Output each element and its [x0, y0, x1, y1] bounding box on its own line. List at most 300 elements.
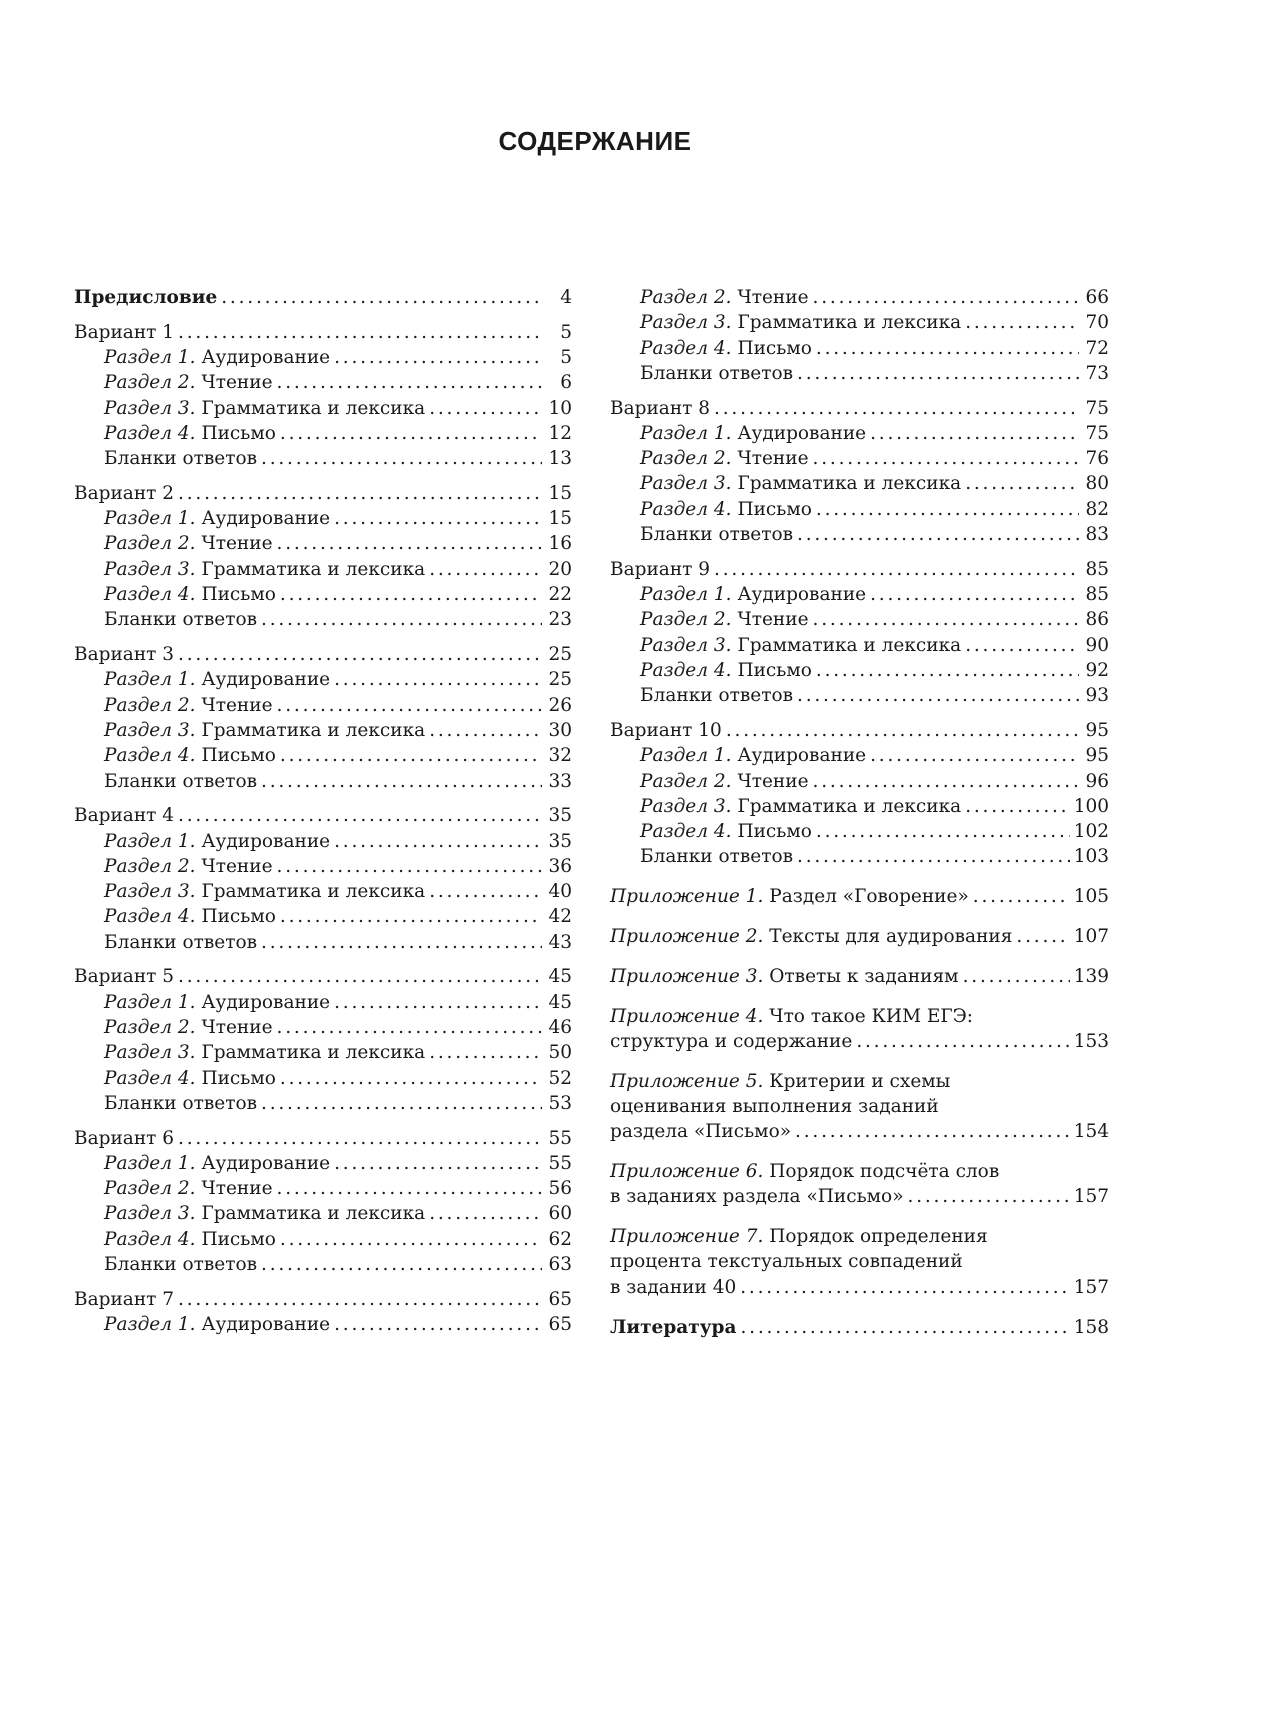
toc-entry — [74, 1015, 572, 1040]
dot-leader — [178, 481, 542, 506]
toc-column-left — [74, 285, 572, 1337]
toc-line — [74, 481, 572, 506]
toc-section-prefix: Раздел 1. — [104, 508, 196, 530]
toc-section-prefix: Раздел 3. — [104, 1042, 196, 1064]
toc-section-prefix: Раздел 4. — [104, 1067, 196, 1089]
toc-label — [610, 1069, 950, 1094]
toc-title: Чтение — [737, 609, 809, 631]
toc-section-prefix: Раздел 3. — [640, 473, 732, 495]
toc-title: Грамматика и лексика — [737, 312, 962, 334]
dot-leader — [726, 718, 1079, 743]
toc-line — [610, 336, 1109, 361]
toc-label — [104, 370, 273, 395]
toc-line — [74, 803, 572, 828]
toc-title: Чтение — [737, 448, 809, 470]
toc-title: Чтение — [201, 1016, 273, 1038]
dot-leader — [334, 667, 542, 692]
toc-label — [104, 582, 276, 607]
toc-section-prefix: Раздел 4. — [640, 821, 732, 843]
toc-entry — [74, 1040, 572, 1065]
dot-leader — [714, 396, 1079, 421]
toc-section-prefix: Раздел 1. — [104, 346, 196, 368]
toc-title: Грамматика и лексика — [737, 473, 962, 495]
toc-title: Вариант 1 — [74, 321, 175, 343]
toc-title: Бланки ответов — [640, 362, 794, 384]
toc-entry — [74, 421, 572, 446]
toc-page-number: 25 — [548, 669, 572, 691]
toc-page-number: 66 — [1085, 287, 1109, 308]
toc-entry — [610, 396, 1109, 421]
toc-section-prefix: Раздел 4. — [104, 422, 196, 444]
toc-label — [104, 345, 330, 370]
toc-entry — [74, 1201, 572, 1226]
toc-page-number: 55 — [548, 1127, 572, 1149]
toc-page-number: 16 — [548, 533, 572, 555]
toc-title: Грамматика и лексика — [201, 558, 426, 580]
toc-entry — [610, 884, 1109, 909]
toc-line — [74, 1091, 572, 1116]
dot-leader — [261, 607, 542, 632]
dot-leader — [261, 769, 542, 794]
toc-line — [610, 769, 1109, 794]
toc-line — [610, 522, 1109, 547]
toc-entry — [74, 607, 572, 632]
toc-line — [610, 884, 1109, 909]
toc-page-number: 105 — [1073, 886, 1109, 908]
dot-leader — [813, 769, 1079, 794]
toc-title: Чтение — [201, 1178, 273, 1200]
toc-entry — [610, 1069, 1109, 1145]
dot-leader — [178, 803, 542, 828]
toc-label — [104, 854, 273, 879]
dot-leader — [795, 1119, 1070, 1144]
toc-line — [74, 964, 572, 989]
toc-title: Вариант 5 — [74, 966, 175, 988]
toc-line — [74, 1287, 572, 1312]
dot-leader — [740, 1275, 1069, 1300]
dot-leader — [740, 1315, 1069, 1340]
toc-line — [610, 497, 1109, 522]
toc-line — [74, 421, 572, 446]
toc-page-number: 153 — [1073, 1030, 1109, 1052]
toc-line — [74, 930, 572, 955]
toc-label — [610, 396, 710, 421]
toc-title: Бланки ответов — [104, 931, 258, 953]
toc-title: Чтение — [201, 372, 273, 394]
toc-entry — [610, 446, 1109, 471]
toc-line — [74, 1151, 572, 1176]
toc-line — [74, 718, 572, 743]
toc-page-number: 70 — [1085, 312, 1109, 334]
toc-line — [74, 506, 572, 531]
toc-title: Литература — [610, 1316, 737, 1338]
toc-section-prefix: Раздел 1. — [104, 830, 196, 852]
toc-title: Вариант 10 — [610, 719, 722, 741]
toc-label — [640, 819, 812, 844]
toc-entry — [610, 924, 1109, 949]
toc-section-prefix: Раздел 3. — [104, 719, 196, 741]
toc-entry — [74, 1066, 572, 1091]
toc-line — [610, 1094, 1109, 1119]
toc-section-prefix: Раздел 2. — [104, 372, 196, 394]
toc-page-number: 45 — [548, 991, 572, 1013]
toc-label — [640, 522, 793, 547]
toc-label — [640, 794, 961, 819]
toc-entry — [74, 506, 572, 531]
toc-line — [74, 667, 572, 692]
toc-title: Грамматика и лексика — [201, 719, 426, 741]
toc-entry — [74, 1126, 572, 1151]
toc-page-number: 13 — [548, 448, 572, 470]
toc-entry — [74, 345, 572, 370]
toc-line — [74, 1176, 572, 1201]
toc-page-number: 65 — [548, 1288, 572, 1310]
dot-leader — [429, 879, 542, 904]
dot-leader — [334, 506, 542, 531]
dot-leader — [334, 990, 542, 1015]
dot-leader — [965, 310, 1079, 335]
toc-page-number: 25 — [548, 644, 572, 666]
toc-page-number: 90 — [1085, 634, 1109, 656]
toc-title: Бланки ответов — [104, 448, 258, 470]
toc-title: Чтение — [737, 770, 809, 792]
dot-leader — [973, 884, 1070, 909]
toc-section-prefix: Раздел 1. — [104, 669, 196, 691]
dot-leader — [277, 1015, 542, 1040]
toc-section-prefix: Раздел 1. — [640, 584, 732, 606]
toc-title: Бланки ответов — [104, 1254, 258, 1276]
toc-label — [640, 310, 961, 335]
toc-page-number: 103 — [1073, 846, 1109, 868]
toc-section-prefix: Раздел 4. — [104, 584, 196, 606]
toc-title: Письмо — [201, 906, 276, 928]
toc-entry — [610, 683, 1109, 708]
toc-line — [74, 1252, 572, 1277]
dot-leader — [816, 336, 1079, 361]
toc-page-number: 50 — [548, 1042, 572, 1064]
toc-label — [640, 471, 961, 496]
dot-leader — [813, 446, 1079, 471]
toc-page-number: 10 — [548, 397, 572, 419]
toc-label — [610, 1184, 904, 1209]
toc-title: оценивания выполнения заданий — [610, 1095, 939, 1117]
toc-column-right — [610, 285, 1109, 1340]
toc-title: раздела «Письмо» — [610, 1121, 792, 1143]
toc-section-prefix: Приложение 4. — [610, 1005, 764, 1027]
toc-entry — [74, 1252, 572, 1277]
toc-title: Письмо — [201, 1067, 276, 1089]
toc-entry — [610, 361, 1109, 386]
toc-label — [104, 1066, 276, 1091]
toc-title: Аудирование — [201, 346, 331, 368]
dot-leader — [261, 1091, 542, 1116]
toc-section-prefix: Раздел 3. — [104, 881, 196, 903]
toc-line — [74, 769, 572, 794]
toc-label — [640, 633, 961, 658]
toc-entry — [610, 310, 1109, 335]
toc-page-number: 96 — [1085, 770, 1109, 792]
toc-label — [104, 1312, 330, 1337]
toc-line — [74, 285, 572, 310]
toc-line — [610, 683, 1109, 708]
toc-line — [74, 345, 572, 370]
dot-leader — [963, 964, 1070, 989]
toc-line — [610, 1184, 1109, 1209]
toc-entry — [74, 370, 572, 395]
toc-page-number: 75 — [1085, 422, 1109, 444]
toc-section-prefix: Раздел 1. — [640, 422, 732, 444]
toc-label — [640, 607, 809, 632]
toc-page-number: 43 — [548, 931, 572, 953]
toc-entry — [610, 421, 1109, 446]
toc-entry — [74, 667, 572, 692]
toc-title: Аудирование — [201, 669, 331, 691]
toc-line — [74, 607, 572, 632]
dot-leader — [813, 607, 1079, 632]
toc-label — [104, 396, 425, 421]
toc-label — [610, 1224, 988, 1249]
dot-leader — [178, 1287, 542, 1312]
toc-page-number: 22 — [548, 584, 572, 606]
toc-label — [104, 904, 276, 929]
toc-line — [74, 642, 572, 667]
toc-title: Ответы к заданиям — [769, 965, 959, 987]
toc-label — [74, 803, 174, 828]
toc-entry — [610, 658, 1109, 683]
toc-title: Аудирование — [201, 991, 331, 1013]
dot-leader — [261, 930, 542, 955]
toc-entry — [610, 1004, 1109, 1055]
toc-section-prefix: Раздел 4. — [104, 1228, 196, 1250]
toc-title: в заданиях раздела «Письмо» — [610, 1186, 904, 1208]
toc-page-number: 85 — [1085, 584, 1109, 606]
toc-entry — [74, 557, 572, 582]
toc-page-number: 6 — [560, 372, 572, 394]
toc-page-number: 35 — [548, 830, 572, 852]
toc-label — [104, 1252, 257, 1277]
toc-entry — [610, 557, 1109, 582]
toc-title: Вариант 4 — [74, 805, 175, 827]
toc-section-prefix: Приложение 6. — [610, 1161, 764, 1183]
dot-leader — [277, 854, 542, 879]
toc-title: Вариант 8 — [610, 397, 711, 419]
toc-line — [74, 1015, 572, 1040]
toc-title: Письмо — [737, 498, 812, 520]
toc-entry — [74, 582, 572, 607]
toc-page-number: 23 — [548, 609, 572, 631]
toc-page-number: 82 — [1085, 498, 1109, 520]
toc-line — [610, 285, 1109, 310]
dot-leader — [280, 743, 542, 768]
toc-label — [610, 1315, 736, 1340]
toc-label — [74, 285, 217, 310]
toc-entry — [74, 718, 572, 743]
dot-leader — [870, 743, 1079, 768]
toc-title: Вариант 3 — [74, 644, 175, 666]
toc-title: Тексты для аудирования — [769, 926, 1013, 947]
dot-leader — [797, 522, 1079, 547]
toc-page-number: 40 — [548, 881, 572, 903]
dot-leader — [965, 633, 1079, 658]
toc-line — [610, 446, 1109, 471]
toc-line — [74, 320, 572, 345]
toc-line — [74, 904, 572, 929]
toc-line — [610, 844, 1109, 869]
toc-line — [610, 1315, 1109, 1340]
toc-title: Письмо — [737, 337, 812, 359]
dot-leader — [714, 557, 1079, 582]
toc-title: Вариант 9 — [610, 558, 711, 580]
toc-line — [74, 693, 572, 718]
dot-leader — [908, 1184, 1070, 1209]
dot-leader — [334, 345, 542, 370]
dot-leader — [280, 1227, 542, 1252]
toc-line — [610, 718, 1109, 743]
dot-leader — [429, 1040, 542, 1065]
toc-label — [104, 1151, 330, 1176]
toc-page-number: 80 — [1085, 473, 1109, 495]
toc-title: Чтение — [737, 287, 809, 308]
toc-line — [74, 1066, 572, 1091]
toc-section-prefix: Раздел 4. — [640, 659, 732, 681]
toc-line — [74, 1312, 572, 1337]
toc-label — [640, 336, 812, 361]
toc-line — [610, 964, 1109, 989]
toc-page-number: 62 — [548, 1228, 572, 1250]
toc-line — [610, 607, 1109, 632]
dot-leader — [178, 320, 542, 345]
toc-title: структура и содержание — [610, 1030, 853, 1052]
toc-entry — [74, 803, 572, 828]
toc-entry — [610, 1224, 1109, 1300]
toc-title: Предисловие — [74, 287, 218, 308]
toc-line — [610, 396, 1109, 421]
toc-page-number: 15 — [548, 482, 572, 504]
toc-label — [640, 361, 793, 386]
toc-section-prefix: Раздел 3. — [104, 1203, 196, 1225]
dot-leader — [797, 844, 1070, 869]
toc-label — [640, 446, 809, 471]
toc-title: Чтение — [201, 533, 273, 555]
toc-title: Аудирование — [201, 508, 331, 530]
toc-section-prefix: Раздел 2. — [104, 1016, 196, 1038]
toc-title: Вариант 2 — [74, 482, 175, 504]
dot-leader — [797, 361, 1079, 386]
toc-line — [610, 421, 1109, 446]
toc-entry — [610, 794, 1109, 819]
toc-title: Грамматика и лексика — [737, 795, 962, 817]
toc-label — [610, 964, 959, 989]
toc-label — [104, 930, 257, 955]
toc-entry — [74, 964, 572, 989]
toc-line — [74, 446, 572, 471]
toc-line — [610, 1119, 1109, 1144]
toc-section-prefix: Раздел 4. — [104, 906, 196, 928]
toc-label — [74, 1287, 174, 1312]
toc-label — [610, 884, 969, 909]
toc-section-prefix: Раздел 2. — [104, 533, 196, 555]
toc-line — [610, 658, 1109, 683]
toc-page-number: 72 — [1085, 337, 1109, 359]
toc-section-prefix: Приложение 7. — [610, 1226, 764, 1248]
toc-page-number: 100 — [1073, 795, 1109, 817]
dot-leader — [277, 1176, 542, 1201]
dot-leader — [277, 693, 542, 718]
dot-leader — [277, 370, 542, 395]
toc-line — [610, 582, 1109, 607]
toc-label — [610, 718, 722, 743]
toc-line — [74, 1227, 572, 1252]
toc-entry — [74, 1151, 572, 1176]
toc-page-number: 26 — [548, 694, 572, 716]
dot-leader — [870, 582, 1079, 607]
toc-page-number: 93 — [1085, 685, 1109, 707]
toc-page-number: 102 — [1073, 821, 1109, 843]
toc-label — [104, 1040, 425, 1065]
toc-entry — [74, 320, 572, 345]
toc-entry — [74, 743, 572, 768]
toc-entry — [610, 964, 1109, 989]
toc-entry — [74, 904, 572, 929]
toc-line — [610, 1029, 1109, 1054]
toc-entry — [74, 531, 572, 556]
toc-entry — [74, 769, 572, 794]
toc-entry — [74, 1091, 572, 1116]
toc-title: Вариант 7 — [74, 1288, 175, 1310]
toc-label — [74, 642, 174, 667]
dot-leader — [856, 1029, 1069, 1054]
toc-label — [104, 446, 257, 471]
toc-entry — [610, 743, 1109, 768]
toc-title: Грамматика и лексика — [201, 397, 426, 419]
toc-entry — [74, 446, 572, 471]
toc-title: Бланки ответов — [640, 846, 794, 868]
toc-line — [74, 743, 572, 768]
toc-section-prefix: Раздел 4. — [640, 337, 732, 359]
toc-page-number: 65 — [548, 1314, 572, 1336]
toc-line — [610, 1249, 1109, 1274]
toc-line — [74, 1040, 572, 1065]
toc-line — [74, 854, 572, 879]
toc-title: Аудирование — [737, 745, 867, 767]
toc-label — [104, 506, 330, 531]
toc-label — [104, 990, 330, 1015]
toc-title: Грамматика и лексика — [201, 881, 426, 903]
toc-label — [104, 421, 276, 446]
toc-entry — [74, 693, 572, 718]
toc-title: Письмо — [201, 584, 276, 606]
toc-title: Аудирование — [201, 1314, 331, 1336]
toc-entry — [610, 336, 1109, 361]
dot-leader — [334, 829, 542, 854]
toc-title: Аудирование — [201, 830, 331, 852]
toc-line — [74, 531, 572, 556]
toc-title: Письмо — [737, 821, 812, 843]
toc-title: Письмо — [201, 1228, 276, 1250]
toc-line — [610, 1069, 1109, 1094]
toc-entry — [74, 990, 572, 1015]
toc-label — [610, 1119, 791, 1144]
dot-leader — [816, 819, 1070, 844]
toc-title: Бланки ответов — [640, 524, 794, 546]
toc-label — [640, 497, 812, 522]
toc-label — [640, 769, 809, 794]
toc-label — [74, 1126, 174, 1151]
toc-page-number: 35 — [548, 805, 572, 827]
dot-leader — [797, 683, 1079, 708]
toc-label — [640, 658, 812, 683]
toc-entry — [74, 642, 572, 667]
